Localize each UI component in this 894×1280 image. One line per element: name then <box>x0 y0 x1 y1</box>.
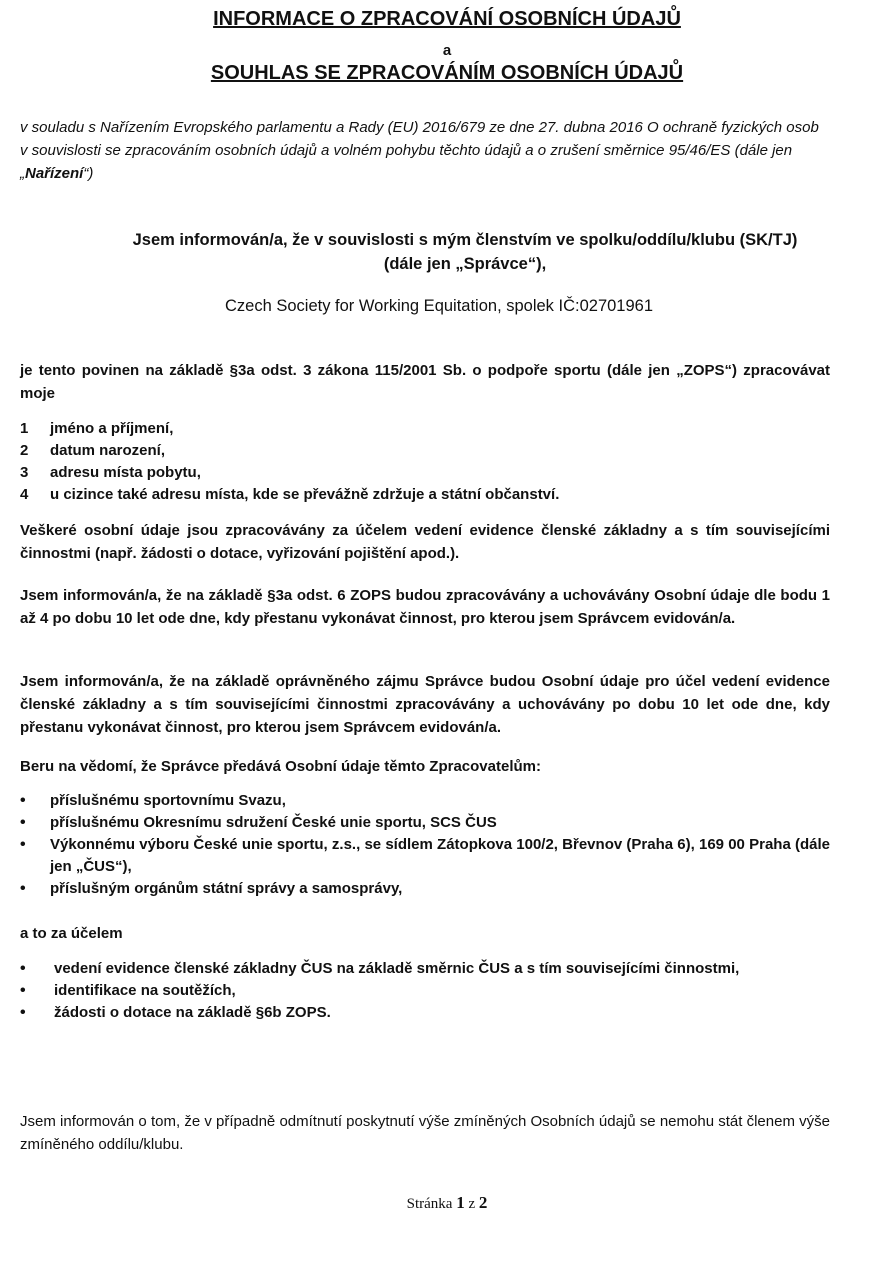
legal-basis-intro <box>20 116 830 185</box>
list-item <box>20 834 830 878</box>
item-text: identifikace na soutěžích, <box>54 982 236 999</box>
list-item <box>20 812 830 834</box>
item-number: 4 <box>20 486 29 503</box>
list-item <box>20 440 830 462</box>
bullet-icon: • <box>20 982 26 999</box>
refusal-note: Jsem informován o tom, že v případně odmítnutí poskytnutí výše zmíněných Osobních údajů se nemohu stát členem výše zmíněného oddílu/klubu. <box>20 1113 830 1153</box>
item-text: jméno a příjmení, <box>50 420 174 437</box>
list-item <box>20 418 830 440</box>
title-connector: a <box>442 42 452 59</box>
page-word: Stránka <box>406 1196 453 1212</box>
list-item <box>20 980 830 1002</box>
purposes-list <box>20 958 830 1024</box>
page-current: 1 <box>456 1193 465 1212</box>
item-text: příslušnému Okresnímu sdružení České unie sportu, SCS ČUS <box>50 814 497 831</box>
item-text: datum narození, <box>50 442 166 459</box>
retention-interest-paragraph: Jsem informován/a, že na základě oprávněného zájmu Správce budou Osobní údaje pro účel vedení evidence členské základny a s tím souvisejícími činnostmi zpracovávány a uchovávány po dobu 10 let ode dne, kdy přestanu vykonávat činnost, pro kterou jsem Správcem evidován/a. <box>20 673 830 736</box>
bullet-icon: • <box>20 960 26 977</box>
bullet-icon: • <box>20 792 26 809</box>
item-text: příslušnému sportovnímu Svazu, <box>50 792 286 809</box>
bullet-icon: • <box>20 1004 26 1021</box>
item-text: žádosti o dotace na základě §6b ZOPS. <box>54 1004 331 1021</box>
purposes-intro: a to za účelem <box>20 925 123 942</box>
bullet-icon: • <box>20 814 26 831</box>
bullet-icon: • <box>20 880 26 897</box>
item-number: 1 <box>20 420 29 437</box>
item-text: příslušným orgánům státní správy a samosprávy, <box>50 880 403 897</box>
organization-name: Czech Society for Working Equitation, spolek IČ:02701961 <box>225 297 654 315</box>
list-item <box>20 484 830 506</box>
document-subtitle: SOUHLAS SE ZPRACOVÁNÍM OSOBNÍCH ÚDAJŮ <box>210 62 684 84</box>
personal-data-list <box>20 418 830 506</box>
obligation-paragraph: je tento povinen na základě §3a odst. 3 zákona 115/2001 Sb. o podpoře sportu (dále jen „ZOPS“) zpracovávat moje <box>20 362 830 402</box>
processors-list <box>20 790 830 900</box>
item-number: 2 <box>20 442 29 459</box>
page-of: z <box>468 1196 476 1212</box>
item-text: vedení evidence členské základny ČUS na základě směrnic ČUS a s tím souvisejícími činnostmi, <box>54 960 740 977</box>
list-item <box>20 790 830 812</box>
intro-term: Nařízení <box>25 165 84 182</box>
page-total: 2 <box>478 1193 488 1212</box>
bullet-icon: • <box>20 836 26 853</box>
retention-zops-paragraph: Jsem informován/a, že na základě §3a odst. 6 ZOPS budou zpracovávány a uchovávány Osobní údaje dle bodu 1 až 4 po dobu 10 let ode dne, kdy přestanu vykonávat činnost, pro kterou jsem Správcem evidován/a. <box>20 587 830 627</box>
item-text: adresu místa pobytu, <box>50 464 201 481</box>
page-footer <box>0 1193 894 1213</box>
document-title: INFORMACE O ZPRACOVÁNÍ OSOBNÍCH ÚDAJŮ <box>213 8 681 30</box>
list-item <box>20 958 830 980</box>
purpose-paragraph: Veškeré osobní údaje jsou zpracovávány za účelem vedení evidence členské základny a s tím souvisejícími činnostmi (např. žádosti o dotace, vyřizování pojištění apod.). <box>20 522 830 562</box>
intro-text-end: “) <box>83 165 94 182</box>
list-item <box>20 462 830 484</box>
item-text: Výkonnému výboru České unie sportu, z.s., se sídlem Zátopkova 100/2, Břevnov (Praha 6), 169 00 Praha (dále jen „ČUS“), <box>50 836 830 875</box>
membership-statement <box>70 228 860 276</box>
list-item <box>20 878 830 900</box>
item-number: 3 <box>20 464 29 481</box>
intro-text: v souladu s Nařízením Evropského parlamentu a Rady (EU) 2016/679 ze dne 27. dubna 2016 O ochraně fyzických osob v souvislosti se zpracováním osobních údajů a volném pohybu těchto údajů a o zrušení směrnice 95/46/ES (dále jen „ <box>20 119 819 182</box>
list-item <box>20 1002 830 1024</box>
membership-statement-line2: (dále jen „Správce“), <box>383 255 547 273</box>
membership-statement-line1: Jsem informován/a, že v souvislosti s mým členstvím ve spolku/oddílu/klubu (SK/TJ) <box>132 231 798 249</box>
item-text: u cizince také adresu místa, kde se převážně zdržuje a státní občanství. <box>50 486 560 503</box>
processors-intro: Beru na vědomí, že Správce předává Osobní údaje těmto Zpracovatelům: <box>20 758 541 775</box>
